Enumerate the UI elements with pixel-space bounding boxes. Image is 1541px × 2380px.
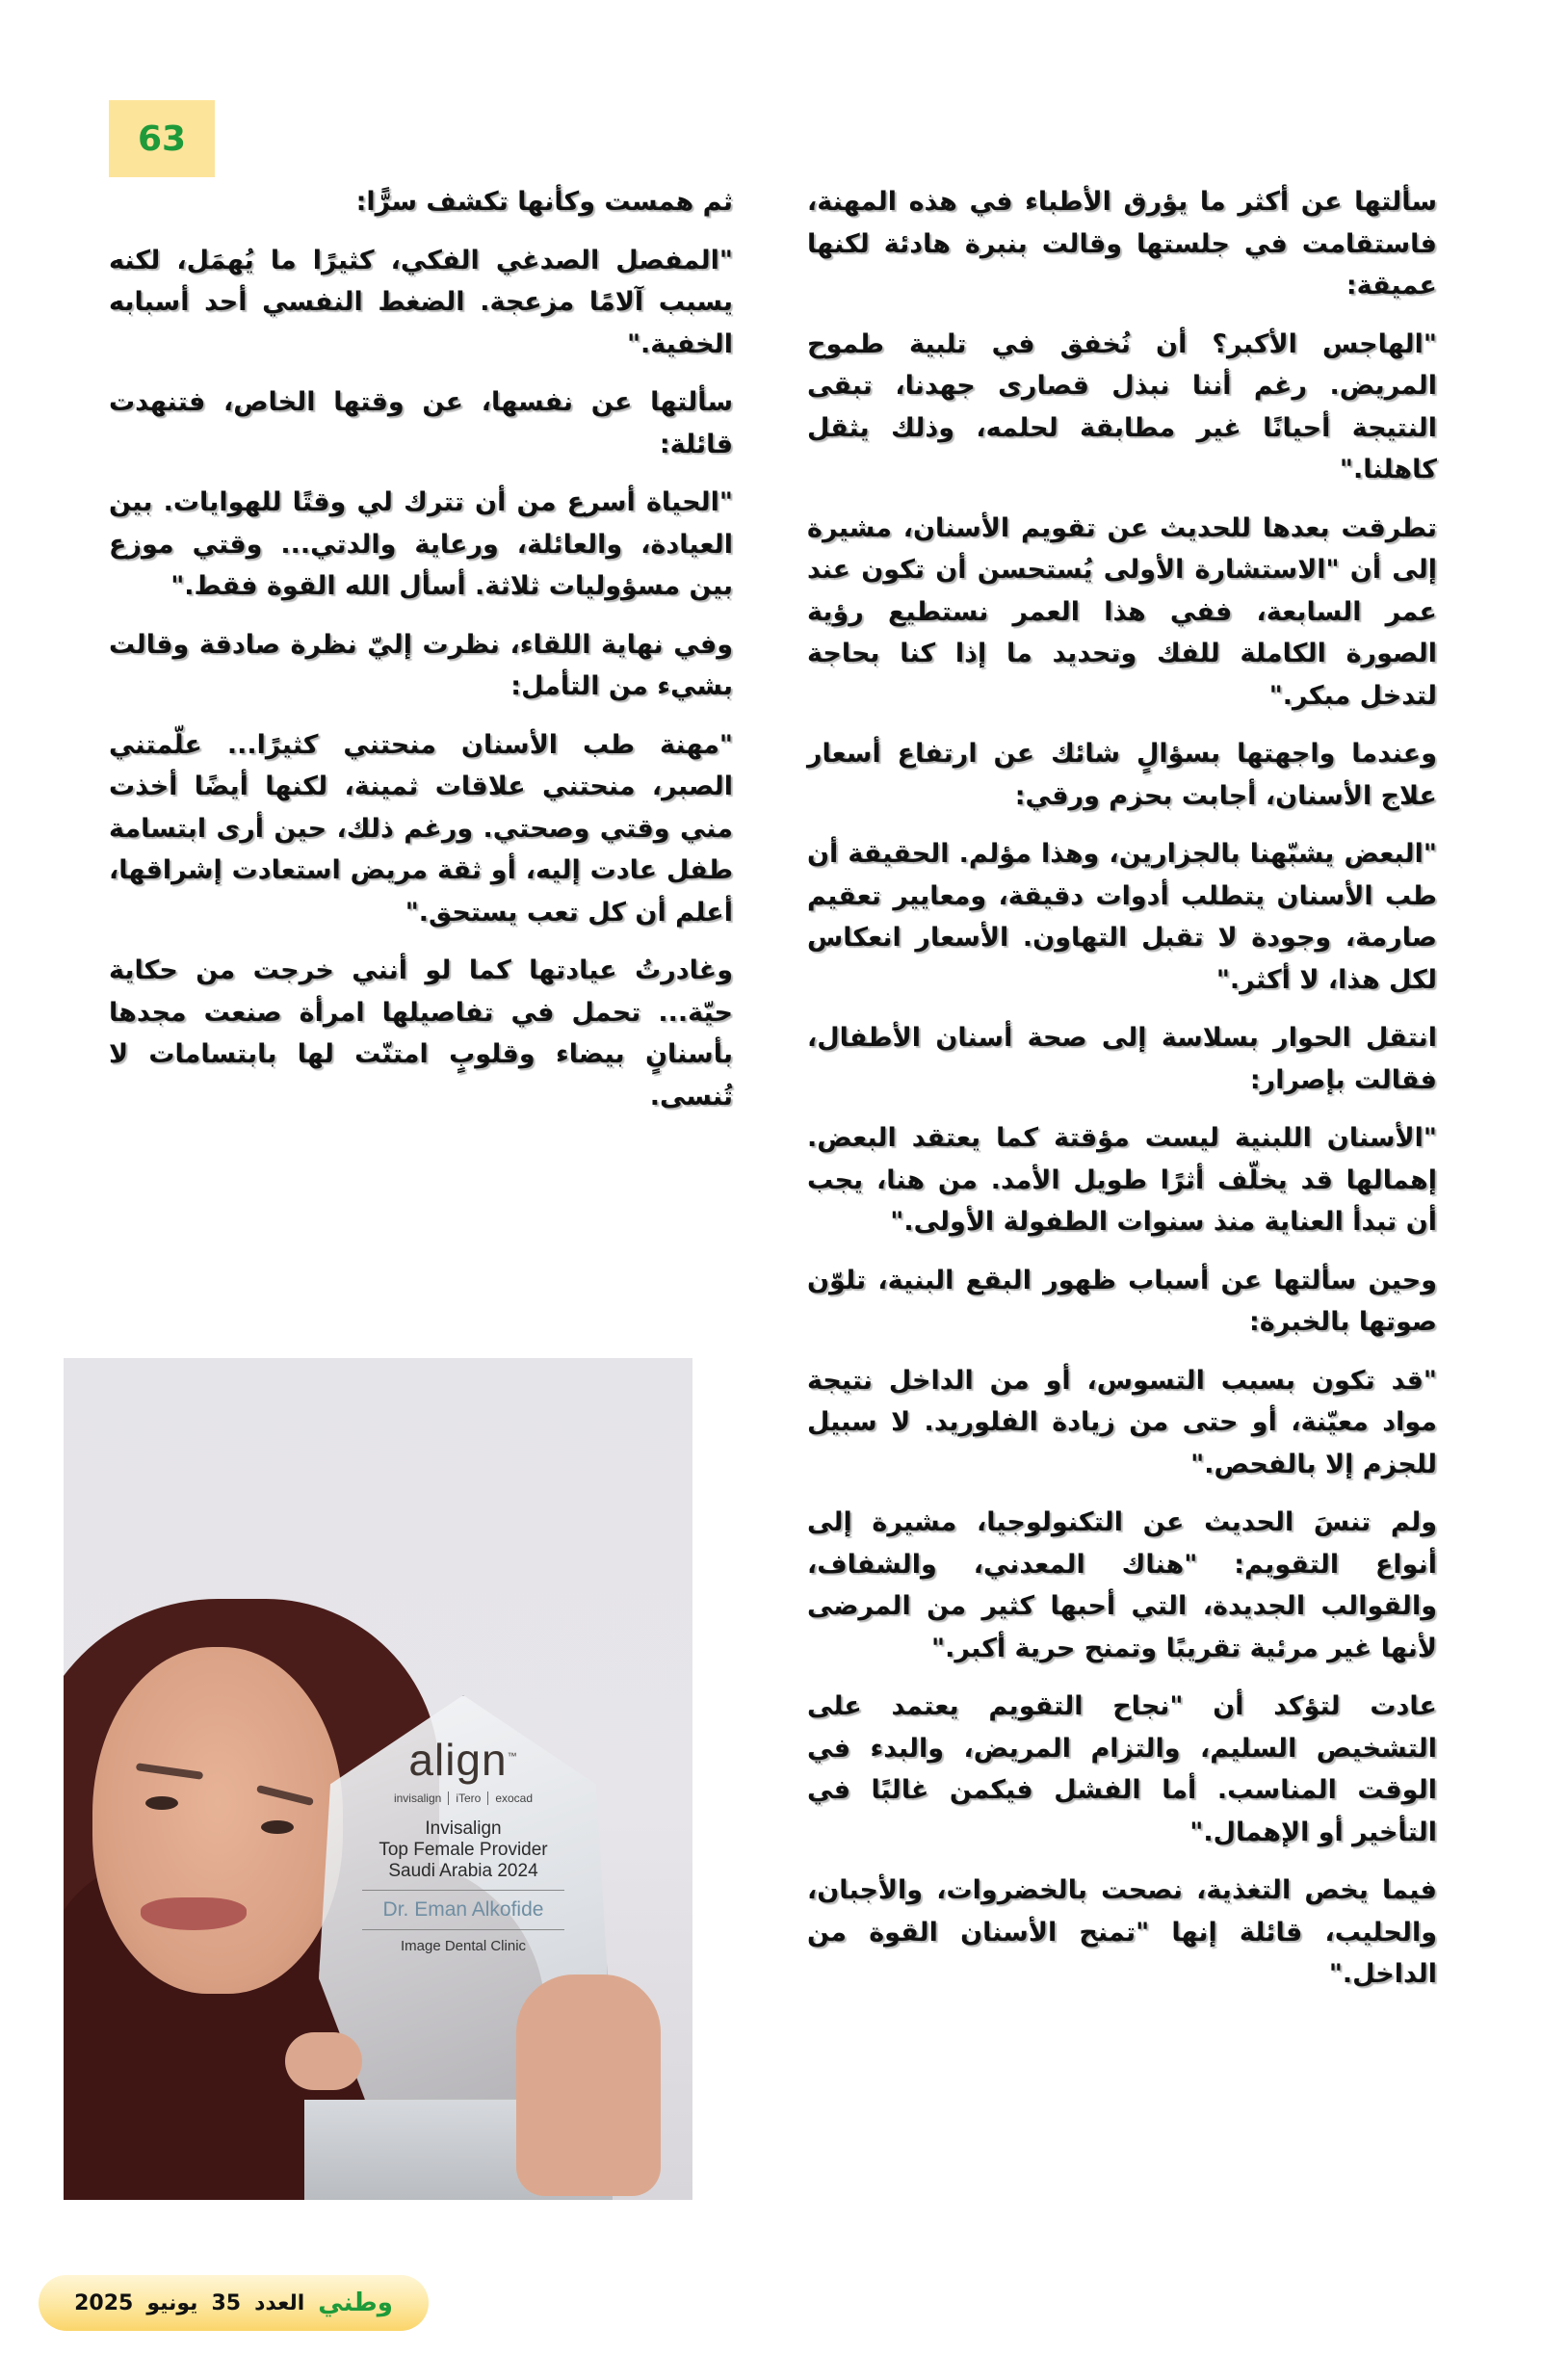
paragraph: "مهنة طب الأسنان منحتني كثيرًا... علّمتني الصبر، منحتني علاقات ثمينة، لكنها أيضًا أخذت مني وقتي وصحتي. ورغم ذلك، حين أرى ابتسامة طفل عادت إليه، أو ثقة مريض استعادت إشراقها، أعلم أن كل تعب يستحق."	[109, 729, 733, 928]
paragraph: تطرقت بعدها للحديث عن تقويم الأسنان، مشيرة إلى أن "الاستشارة الأولى يُستحسن أن تكون عند عمر السابعة، ففي هذا العمر نستطيع رؤية الصورة الكاملة للفك وتحديد ما إذا كنا بحاجة لتدخل مبكر."	[807, 512, 1437, 711]
page-number-box	[109, 100, 215, 177]
issue-year: 2025	[74, 2290, 134, 2315]
paragraph: "الحياة أسرع من أن تترك لي وقتًا للهوايات. بين العيادة، والعائلة، ورعاية والدتي... وقتي موزع بين مسؤوليات ثلاثة. أسأل الله القوة فقط."	[109, 487, 733, 601]
paragraph: وحين سألتها عن أسباب ظهور البقع البنية، تلوّن صوتها بالخبرة:	[807, 1265, 1437, 1337]
brand-exocad: exocad	[495, 1792, 534, 1805]
issue-month: يونيو	[146, 2290, 198, 2315]
paragraph: "الهاجس الأكبر؟ أن نُخفق في تلبية طموح المريض. رغم أننا نبذل قصارى جهدنا، تبقى النتيجة أحيانًا غير مطابقة لحلمه، وذلك يثقل كاهلنا."	[807, 328, 1437, 484]
magazine-brand: وطني	[318, 2288, 393, 2317]
award-clinic: Image Dental Clinic	[400, 1938, 527, 1954]
eye-shape	[261, 1820, 294, 1834]
trophy-brands	[319, 1792, 608, 1805]
align-logo: align™	[408, 1735, 518, 1785]
paragraph: وفي نهاية اللقاء، نظرت إليّ نظرة صادقة وقالت بشيء من التأمل:	[109, 629, 733, 701]
award-recipient: Dr. Eman Alkofide	[382, 1898, 544, 1921]
hand-shape	[516, 1975, 661, 2196]
divider	[362, 1890, 564, 1891]
brand-invisalign: invisalign	[393, 1792, 442, 1805]
paragraph: ولم تنسَ الحديث عن التكنولوجيا، مشيرة إلى أنواع التقويم: "هناك المعدني، والشفاف، والقوالب الجديدة، التي أحبها كثير من المرضى لأنها غير مرئية تقريبًا وتمنح حرية أكبر."	[807, 1507, 1437, 1663]
article-column-left	[109, 181, 733, 1134]
paragraph: "البعض يشبّهنا بالجزارين، وهذا مؤلم. الحقيقة أن طب الأسنان يتطلب أدوات دقيقة، ومعايير تعقيم صارمة، وجودة لا تقبل التهاون. الأسعار انعكاس لكل هذا، لا أكثر."	[807, 839, 1437, 995]
paragraph: انتقل الحوار بسلاسة إلى صحة أسنان الأطفال، فقالت بإصرار:	[807, 1023, 1437, 1095]
page-number: 63	[137, 118, 187, 159]
paragraph: ثم همست وكأنها تكشف سرًّا:	[355, 187, 733, 217]
trophy-engraving	[319, 1734, 608, 1954]
award-title: Invisalign Top Female Provider Saudi Arabia 2024	[379, 1818, 548, 1881]
paragraph: عادت لتؤكد أن "نجاح التقويم يعتمد على التشخيص السليم، والتزام المريض، والبدء في الوقت المناسب. أما الفشل فيكمن غالبًا في التأخير أو الإهمال."	[807, 1691, 1437, 1847]
footer-issue-badge	[39, 2275, 429, 2331]
paragraph: فيما يخص التغذية، نصحت بالخضروات، والأجبان، والحليب، قائلة إنها "تمنح الأسنان القوة من الداخل."	[807, 1875, 1437, 1989]
paragraph: "المفصل الصدغي الفكي، كثيرًا ما يُهمَل، لكنه يسبب آلامًا مزعجة. الضغط النفسي أحد أسبابه الخفية."	[109, 245, 733, 359]
article-column-right	[807, 181, 1437, 2012]
paragraph: وغادرتُ عيادتها كما لو أنني خرجت من حكاية حيّة... تحمل في تفاصيلها امرأة صنعت مجدها بأسنانٍ بيضاء وقلوبٍ امتنّت لها بابتسامات لا تُنسى.	[109, 955, 733, 1112]
paragraph: "الأسنان اللبنية ليست مؤقتة كما يعتقد البعض. إهمالها قد يخلّف أثرًا طويل الأمد. من هنا، يجب أن تبدأ العناية منذ سنوات الطفولة الأولى."	[807, 1123, 1437, 1237]
thumb-shape	[285, 2032, 362, 2090]
issue-label: العدد	[254, 2290, 305, 2315]
paragraph: سألتها عن أكثر ما يؤرق الأطباء في هذه المهنة، فاستقامت في جلستها وقالت بنبرة هادئة لكنها عميقة:	[807, 187, 1437, 301]
divider	[362, 1929, 564, 1930]
paragraph: وعندما واجهتها بسؤالٍ شائك عن ارتفاع أسعار علاج الأسنان، أجابت بحزم ورقي:	[807, 739, 1437, 811]
eye-shape	[145, 1796, 178, 1810]
paragraph: "قد تكون بسبب التسوس، أو من الداخل نتيجة مواد معيّنة، أو حتى من زيادة الفلوريد. لا سبيل للجزم إلا بالفحص."	[807, 1365, 1437, 1479]
lips-shape	[141, 1897, 247, 1930]
issue-number: 35	[211, 2290, 242, 2315]
brand-itero: iTero	[456, 1792, 482, 1805]
portrait-photo-with-award	[64, 1358, 692, 2200]
paragraph: سألتها عن نفسها، عن وقتها الخاص، فتنهدت قائلة:	[109, 387, 733, 459]
face-shape	[92, 1647, 343, 1994]
